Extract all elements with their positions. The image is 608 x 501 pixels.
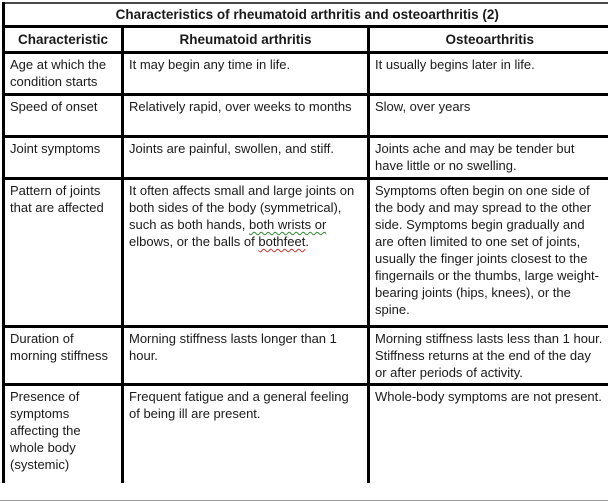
table-row	[4, 53, 608, 95]
table-title-row	[4, 3, 608, 27]
rheumatoid-arthritis-cell	[123, 179, 369, 327]
table-row	[4, 179, 608, 327]
cell-text: Joints ache and may be tender but have little or no swelling.	[375, 141, 575, 173]
cell-text: Whole-body symptoms are not present.	[375, 389, 602, 404]
table-row	[4, 95, 608, 137]
table-body	[4, 53, 608, 483]
osteoarthritis-cell	[369, 385, 608, 483]
rheumatoid-arthritis-cell	[123, 53, 369, 95]
cell-text: elbows, or the balls of	[129, 234, 259, 249]
cell-text: .	[305, 234, 309, 249]
cell-text: Morning stiffness lasts longer than 1 hour.	[129, 331, 337, 363]
table-row	[4, 385, 608, 483]
characteristic-cell: Presence of symptoms affecting the whole body (systemic)	[4, 385, 123, 483]
rheumatoid-arthritis-cell	[123, 95, 369, 137]
column-header-characteristic: Characteristic	[4, 27, 123, 53]
cell-text: Slow, over years	[375, 99, 471, 114]
cell-text: Relatively rapid, over weeks to months	[129, 99, 352, 114]
osteoarthritis-cell	[369, 179, 608, 327]
rheumatoid-arthritis-cell	[123, 137, 369, 179]
characteristic-cell: Speed of onset	[4, 95, 123, 137]
osteoarthritis-cell	[369, 95, 608, 137]
characteristic-cell: Joint symptoms	[4, 137, 123, 179]
table-header-row	[4, 27, 608, 53]
comparison-table	[2, 2, 608, 483]
rheumatoid-arthritis-cell	[123, 327, 369, 385]
column-header-osteoarthritis: Osteoarthritis	[369, 27, 608, 53]
cell-text: It may begin any time in life.	[129, 57, 291, 72]
characteristic-cell: Pattern of joints that are affected	[4, 179, 123, 327]
cell-text: Morning stiffness lasts less than 1 hour. Stiffness returns at the end of the day or after periods of activity.	[375, 331, 603, 380]
cell-text: Frequent fatigue and a general feeling of being ill are present.	[129, 389, 349, 421]
cell-text: Joints are painful, swollen, and stiff.	[129, 141, 334, 156]
cell-text: It often affects small and large joints on both sides of the body (symmetrical), such as both hands,	[129, 183, 355, 232]
table-row	[4, 327, 608, 385]
characteristic-cell: Duration of morning stiffness	[4, 327, 123, 385]
cell-text: Symptoms often begin on one side of the body and may spread to the other side. Symptoms begin gradually and are often limited to one set of joints, usually the finger joints closest to the fingernails or the thumbs, large weight-bearing joints (hips, knees), or the spine.	[375, 183, 600, 317]
cell-text: It usually begins later in life.	[375, 57, 535, 72]
osteoarthritis-cell	[369, 53, 608, 95]
characteristic-cell: Age at which the condition starts	[4, 53, 123, 95]
spelling-flagged-text: bothfeet	[258, 234, 306, 249]
column-header-rheumatoid-arthritis: Rheumatoid arthritis	[123, 27, 369, 53]
rheumatoid-arthritis-cell	[123, 385, 369, 483]
grammar-flagged-text: both wrists or	[248, 217, 327, 232]
table-title: Characteristics of rheumatoid arthritis and osteoarthritis (2)	[4, 3, 608, 27]
table-row	[4, 137, 608, 179]
osteoarthritis-cell	[369, 327, 608, 385]
osteoarthritis-cell	[369, 137, 608, 179]
